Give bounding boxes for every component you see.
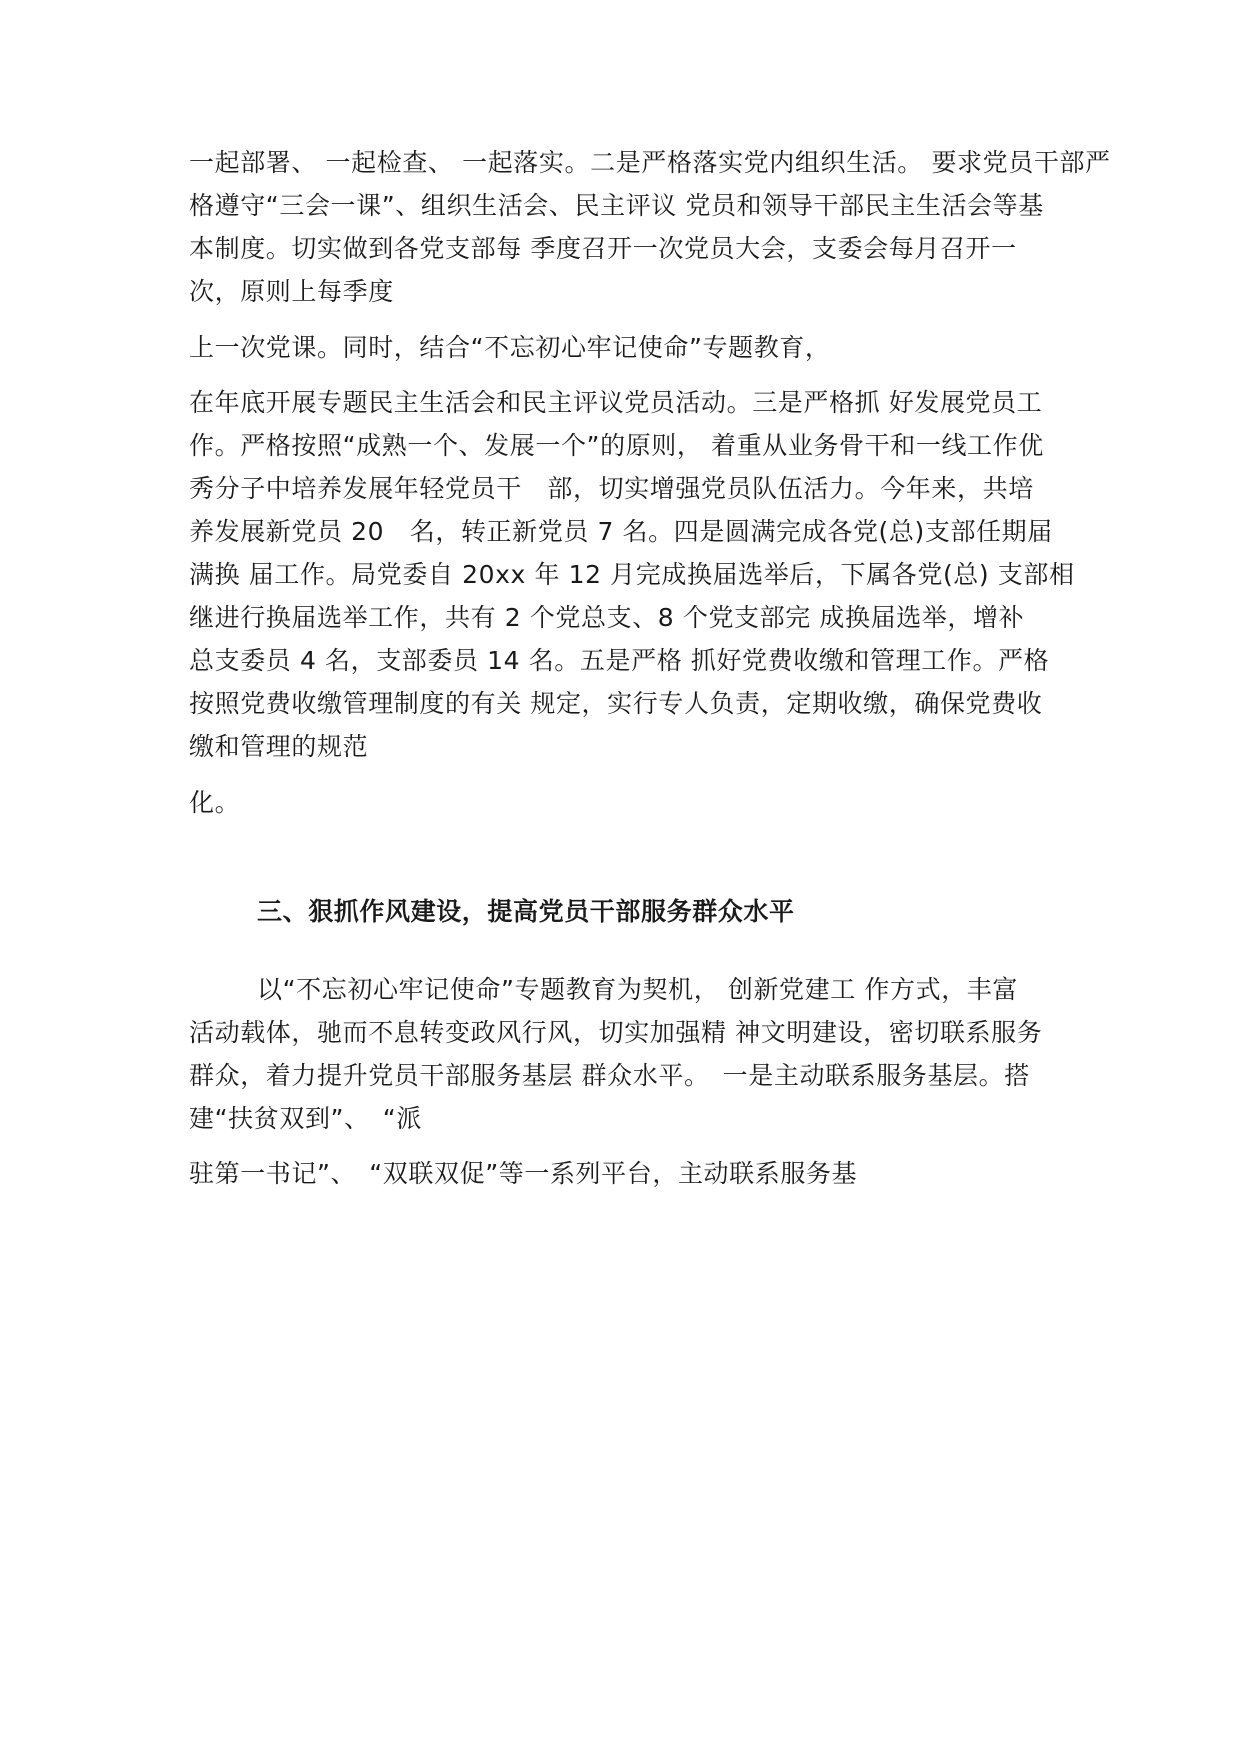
text-line: 群众，着力提升党员干部服务基层 群众水平。 一是主动联系服务基层。搭 [189,1061,1030,1090]
text-line: 本制度。切实做到各党支部每 季度召开一次党员大会，支委会每月召开一 [189,234,1017,263]
text-line: 总支委员 4 名，支部委员 14 名。五是严格 抓好党费收缴和管理工作。严格 [189,646,1050,675]
text-line: 活动载体，驰而不息转变政风行风，切实加强精 神文明建设，密切联系服务 [189,1018,1043,1047]
text-line: 养发展新党员 20 名，转正新党员 7 名。四是圆满完成各党(总)支部任期届 [189,517,1053,546]
text-line: 驻第一书记”、 “双联双促”等一系列平台，主动联系服务基 [189,1159,858,1188]
text-line: 继进行换届选举工作，共有 2 个党总支、8 个党支部完 成换届选举，增补 [189,603,1025,632]
text-line: 次，原则上每季度 [189,277,394,306]
text-line: 建“扶贫双到”、 “派 [189,1104,422,1133]
text-line: 一起部署、 一起检查、 一起落实。二是严格落实党内组织生活。 要求党员干部严 [189,148,1111,177]
text-line: 秀分子中培养发展年轻党员干 部，切实增强党员队伍活力。今年来，共培 [189,474,1034,503]
section-heading: 三、狠抓作风建设，提高党员干部服务群众水平 [257,897,795,926]
text-line: 以“不忘初心牢记使命”专题教育为契机， 创新党建工 作方式，丰富 [257,975,1018,1004]
text-line: 缴和管理的规范 [189,732,369,761]
text-line: 上一次党课。同时，结合“不忘初心牢记使命”专题教育， [189,333,831,362]
text-line: 按照党费收缴管理制度的有关 规定，实行专人负责，定期收缴，确保党费收 [189,689,1043,718]
text-line: 化。 [189,788,241,817]
text-line: 在年底开展专题民主生活会和民主评议党员活动。三是严格抓 好发展党员工 [189,388,1043,417]
text-line: 作。严格按照“成熟一个、发展一个”的原则， 着重从业务骨干和一线工作优 [189,431,1044,460]
text-line: 满换 届工作。局党委自 20xx 年 12 月完成换届选举后，下属各党(总) 支部相 [189,560,1075,589]
text-line: 格遵守“三会一课”、组织生活会、民主评议 党员和领导干部民主生活会等基 [189,191,1044,220]
